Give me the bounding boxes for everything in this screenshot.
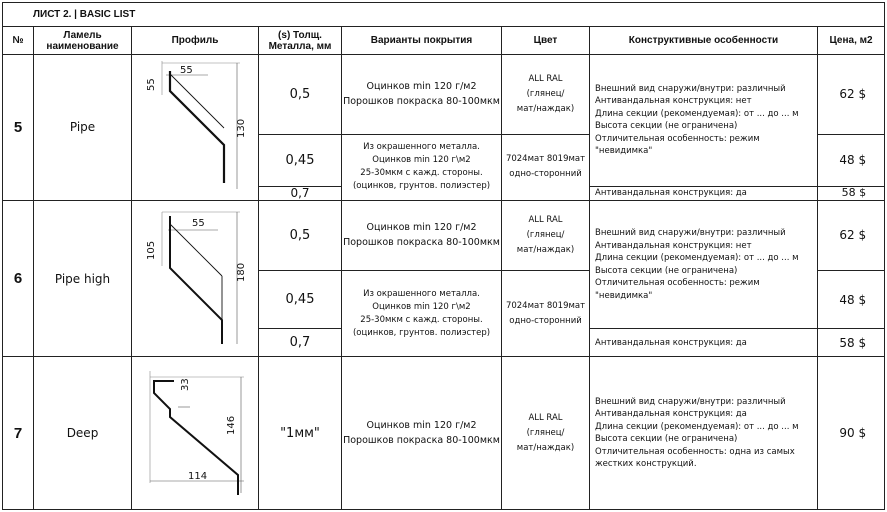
feature-line: Внешний вид снаружи/внутри: различный [595,396,786,407]
coating-line: Порошков покраска 80-100мкм [343,435,500,447]
lamel-name: Pipe high [34,200,132,357]
thickness-value: 0,5 [259,55,342,134]
feature-line: Антивандальная конструкция: нет [595,240,752,251]
feature-line: Длина секции (рекомендуемая): от ... до ... м [595,253,799,263]
dim-top: 33 [179,378,191,392]
header-price: Цена, м2 [818,27,885,55]
feature-line: Отличительная особенность: одна из самых [595,446,795,457]
coating-line: Оцинков min 120 г\м2 [372,301,471,312]
feature-line: Отличительная особенность: режим "невидимка" [595,278,760,301]
coating-line: Из окрашенного металла. [363,142,480,153]
header-num: № [3,27,34,55]
price-value: 58 $ [818,329,885,357]
thickness-value: 0,7 [259,186,342,200]
feature-line: Отличительная особенность: режим "невидимка" [595,133,760,157]
feature-line: Длина секции (рекомендуемая): от ... до ... м [595,421,799,432]
color-line: мат/наждак) [516,103,575,114]
dim-left: 55 [146,78,157,92]
coating-line: 25-30мкм с кажд. стороны. [360,168,483,179]
dim-bottom: 114 [187,471,207,483]
coating-options [342,271,502,357]
header-coating: Варианты покрытия [342,27,502,55]
feature-line: Длина секции (рекомендуемая): от ... до ... м [595,108,799,119]
coating-line: Оцинков min 120 г/м2 [366,81,477,93]
color-line: (глянец/ [526,229,565,240]
profile-drawing-pipe-high [132,200,259,357]
row-number: 5 [3,55,34,201]
color-line: 7024мат 8019мат [505,300,586,311]
feature-line: Антивандальная конструкция: да [595,409,747,420]
coating-options [342,134,502,200]
sheet-title: ЛИСТ 2. | BASIC LIST [3,3,885,27]
color-line: одно-сторонний [509,169,582,180]
color-line: мат/наждак) [516,244,575,255]
row-number: 6 [3,200,34,357]
table-row [3,55,885,134]
coating-line: Оцинков min 120 г/м2 [366,222,477,234]
color-options [502,271,590,357]
coating-options [342,357,502,510]
coating-line: Порошков покраска 80-100мкм [343,96,500,108]
price-value: 90 $ [818,357,885,510]
profile-pipe-high-svg [140,206,250,351]
profile-pipe-svg [140,57,250,197]
dim-right: 130 [236,119,247,139]
dim-top: 55 [180,65,193,77]
features-text [590,55,818,187]
coating-line: Из окрашенного металла. [363,288,480,299]
header-name: Ламель наименование [34,27,132,55]
profile-drawing-deep [132,357,259,510]
feature-line: жестких конструкций. [595,459,697,470]
color-line: (глянец/ [526,427,565,438]
dim-right: 146 [225,416,237,436]
dim-top: 55 [192,218,205,230]
color-line: (глянец/ [526,88,565,99]
feature-line: Внешний вид снаружи/внутри: различный [595,228,786,238]
color-options [502,200,590,270]
features-text: Антивандальная конструкция: да [590,186,818,200]
feature-line: Высота секции (не ограничена) [595,265,738,276]
profile-drawing-pipe [132,55,259,201]
price-value: 48 $ [818,271,885,329]
feature-line: Высота секции (не ограничена) [595,121,738,132]
thickness-value: 0,5 [259,200,342,270]
price-value: 48 $ [818,134,885,186]
price-value: 62 $ [818,55,885,134]
coating-options [342,55,502,134]
coating-line: Оцинков min 120 г/м2 [366,420,477,432]
lamel-name: Pipe [34,55,132,201]
color-line: ALL RAL [528,214,563,225]
coating-line: (оцинков, грунтов. полиэстер) [352,327,491,338]
dim-left: 105 [146,240,157,261]
thickness-value: 0,45 [259,134,342,186]
dim-right: 180 [236,262,247,283]
feature-line: Высота секции (не ограничена) [595,434,738,445]
color-line: одно-сторонний [509,315,582,326]
header-row [3,27,885,55]
header-thickness: (s) Толщ. Металла, мм [259,27,342,55]
color-options [502,357,590,510]
color-options [502,55,590,134]
thickness-value: "1мм" [259,357,342,510]
coating-options [342,200,502,270]
color-line: ALL RAL [528,412,563,423]
feature-line: Антивандальная конструкция: нет [595,96,752,107]
header-profile: Профиль [132,27,259,55]
table-row [3,200,885,270]
thickness-value: 0,45 [259,271,342,329]
features-text [590,357,818,510]
color-line: ALL RAL [528,73,563,84]
lamel-name: Deep [34,357,132,510]
color-line: 7024мат 8019мат [505,154,586,165]
profile-deep-svg [138,363,253,503]
color-options [502,134,590,200]
table-row [3,357,885,510]
price-table [2,2,885,510]
row-number: 7 [3,357,34,510]
thickness-value: 0,7 [259,329,342,357]
coating-line: (оцинков, грунтов. полиэстер) [352,181,491,192]
feature-line: Внешний вид снаружи/внутри: различный [595,83,786,94]
coating-line: Порошков покраска 80-100мкм [343,237,500,249]
header-features: Конструктивные особенности [590,27,818,55]
color-line: мат/наждак) [516,442,575,453]
header-color: Цвет [502,27,590,55]
features-text [590,200,818,328]
features-text: Антивандальная конструкция: да [590,329,818,357]
coating-line: Оцинков min 120 г\м2 [372,155,471,166]
coating-line: 25-30мкм с кажд. стороны. [360,314,483,325]
price-value: 62 $ [818,200,885,270]
price-value: 58 $ [818,186,885,200]
